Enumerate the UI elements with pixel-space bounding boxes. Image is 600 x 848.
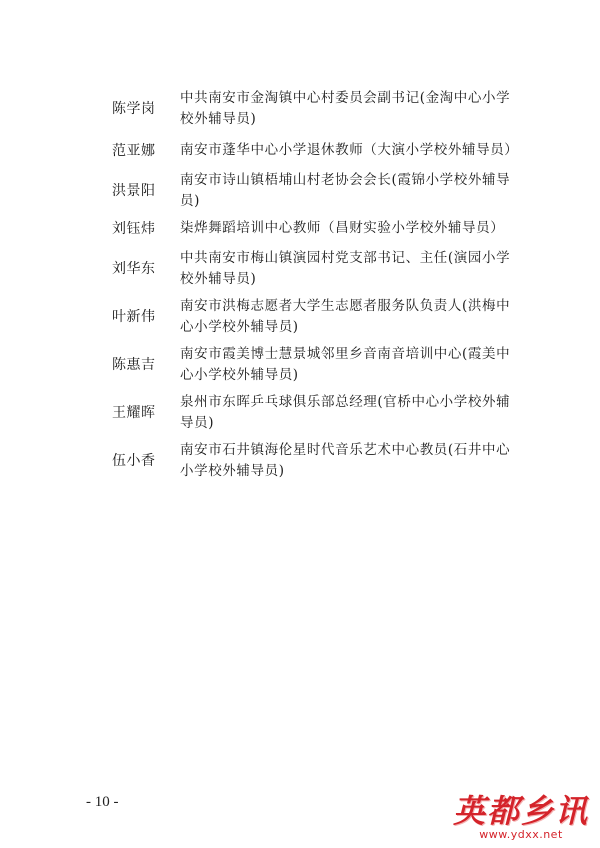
advisor-name: 陈惠吉: [112, 357, 156, 373]
advisor-name: 洪景阳: [112, 183, 156, 199]
advisor-description: 南安市洪梅志愿者大学生志愿者服务队负责人(洪梅中心小学校外辅导员): [180, 298, 511, 335]
advisor-description: 中共南安市梅山镇演园村党支部书记、主任(演园小学校外辅导员): [180, 250, 511, 287]
advisor-description: 南安市霞美博士慧景城邻里乡音南音培训中心(霞美中心小学校外辅导员): [180, 346, 511, 383]
list-item: [0, 218, 520, 240]
advisor-name: 刘钰炜: [112, 221, 156, 237]
advisor-name: 王耀晖: [112, 405, 156, 421]
list-item: [0, 248, 520, 290]
advisor-name: 陈学岗: [112, 101, 156, 117]
advisor-description: 南安市诗山镇梧埔山村老协会会长(霞锦小学校外辅导员): [180, 172, 511, 209]
list-item: [0, 296, 520, 338]
watermark-url: www.ydxx.net: [479, 828, 563, 841]
page-number: - 10 -: [86, 794, 119, 810]
advisor-description: 南安市石井镇海伦星时代音乐艺术中心教员(石井中心小学校外辅导员): [180, 442, 511, 479]
advisor-description: 柒烨舞蹈培训中心教师（昌财实验小学校外辅导员）: [180, 220, 505, 236]
advisor-name: 范亚娜: [112, 143, 156, 159]
advisor-name: 叶新伟: [112, 309, 156, 325]
advisor-name: 刘华东: [112, 261, 156, 277]
advisor-name: 伍小香: [112, 453, 156, 469]
advisor-description: 中共南安市金淘镇中心村委员会副书记(金淘中心小学校外辅导员): [180, 90, 511, 127]
list-item: [0, 170, 520, 212]
list-item: [0, 88, 520, 130]
advisor-description: 泉州市东晖乒乓球俱乐部总经理(官桥中心小学校外辅导员): [180, 394, 511, 431]
list-item: [0, 392, 520, 434]
advisor-description: 南安市蓬华中心小学退休教师（大演小学校外辅导员）: [180, 142, 519, 158]
list-item: [0, 344, 520, 386]
list-item: [0, 440, 520, 482]
watermark: [446, 786, 596, 846]
list-item: [0, 140, 520, 162]
watermark-title: 英都乡讯: [452, 792, 589, 830]
